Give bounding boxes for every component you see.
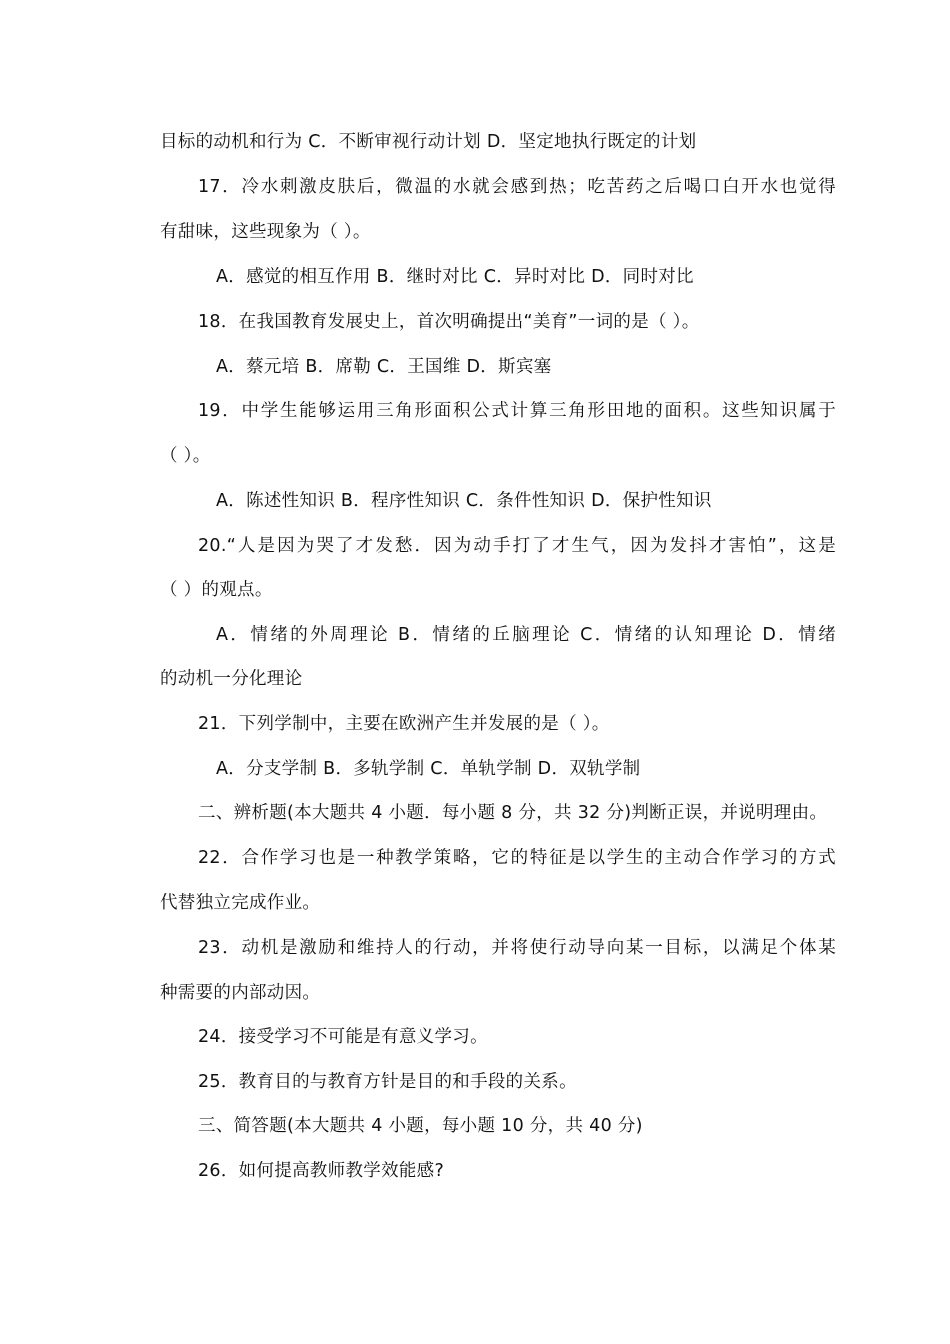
- text-line-q17-stem-cont: 有甜味，这些现象为（ ）。: [160, 222, 371, 242]
- text-line-q22-stem: 22．合作学习也是一种教学策略，它的特征是以学生的主动合作学习的方式: [198, 848, 836, 868]
- text-line-q25-stem: 25．教育目的与教育方针是目的和手段的关系。: [198, 1072, 577, 1092]
- text-line-q21-stem: 21．下列学制中，主要在欧洲产生并发展的是（ ）。: [198, 714, 610, 734]
- text-line-q20-stem: 20.“人是因为哭了才发愁．因为动手打了才生气，因为发抖才害怕”，这是: [198, 536, 836, 556]
- section-heading-short-answer: 三、简答题(本大题共 4 小题，每小题 10 分，共 40 分): [198, 1116, 643, 1136]
- text-line-q18-stem: 18．在我国教育发展史上，首次明确提出“美育”一词的是（ ）。: [198, 312, 700, 332]
- text-line-q20-options: A．情绪的外周理论 B．情绪的丘脑理论 C．情绪的认知理论 D．情绪: [216, 625, 836, 645]
- text-line-q23-stem-cont: 种需要的内部动因。: [160, 983, 321, 1003]
- text-line-q18-options: A．蔡元培 B．席勒 C．王国维 D．斯宾塞: [216, 357, 552, 377]
- text-line-q20-options-cont: 的动机一分化理论: [160, 669, 303, 689]
- text-line-q17-options: A．感觉的相互作用 B．继时对比 C．异时对比 D．同时对比: [216, 267, 694, 287]
- text-line-q19-stem-cont: （ ）。: [160, 446, 211, 466]
- text-line-q24-stem: 24．接受学习不可能是有意义学习。: [198, 1027, 488, 1047]
- text-line-q20-stem-cont: （ ）的观点。: [160, 580, 273, 600]
- section-heading-analysis: 二、辨析题(本大题共 4 小题．每小题 8 分，共 32 分)判断正误，并说明理由。: [198, 803, 828, 823]
- text-line-q19-options: A．陈述性知识 B．程序性知识 C．条件性知识 D．保护性知识: [216, 491, 712, 511]
- text-line-q17-stem: 17．冷水刺激皮肤后，微温的水就会感到热；吃苦药之后喝口白开水也觉得: [198, 177, 836, 197]
- text-line-q16-options-cont: 目标的动机和行为 C．不断审视行动计划 D．坚定地执行既定的计划: [160, 132, 697, 152]
- text-line-q21-options: A．分支学制 B．多轨学制 C．单轨学制 D．双轨学制: [216, 759, 641, 779]
- text-line-q26-stem: 26．如何提高教师教学效能感?: [198, 1161, 445, 1181]
- text-line-q23-stem: 23．动机是激励和维持人的行动，并将使行动导向某一目标，以满足个体某: [198, 938, 836, 958]
- text-line-q22-stem-cont: 代替独立完成作业。: [160, 893, 321, 913]
- text-line-q19-stem: 19．中学生能够运用三角形面积公式计算三角形田地的面积。这些知识属于: [198, 401, 836, 421]
